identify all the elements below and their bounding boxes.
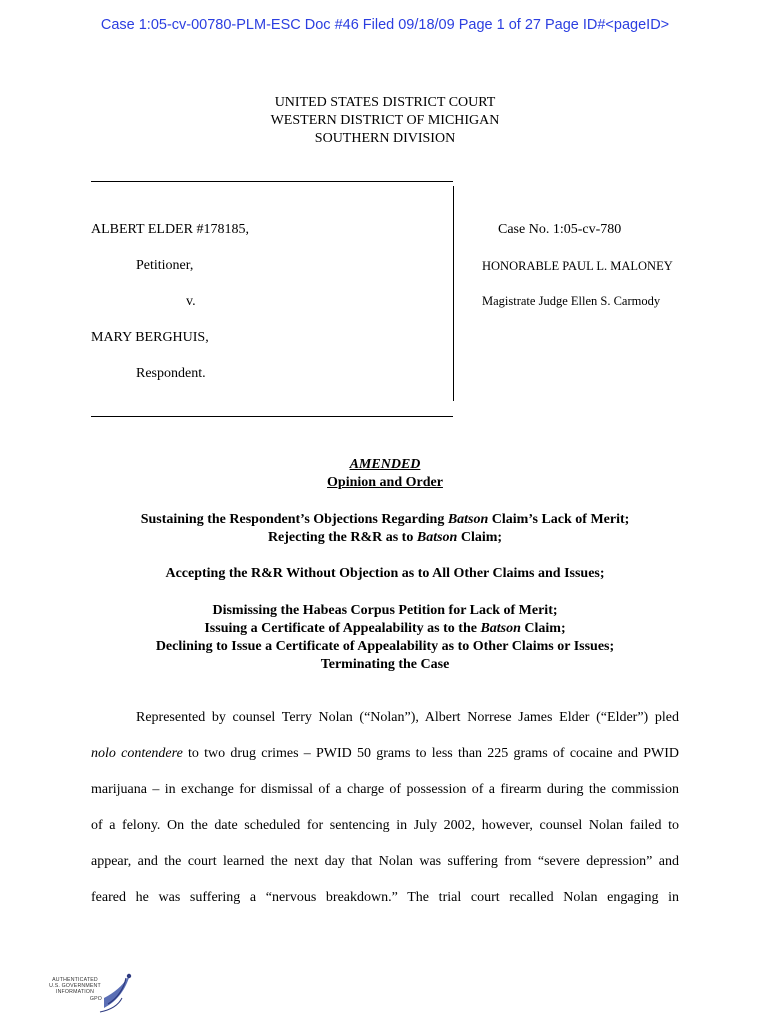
title-line-3: Accepting the R&R Without Objection as to All Other Claims and Issues;	[165, 566, 605, 581]
seal-text: AUTHENTICATED U.S. GOVERNMENT INFORMATION GPO	[49, 977, 102, 1002]
court-heading	[0, 94, 770, 148]
court-name: UNITED STATES DISTRICT COURT	[274, 95, 496, 110]
body-line-2: nolo contendere to two drug crimes – PWID 50 grams to less than 225 grams of cocaine and PWID	[91, 746, 679, 761]
caption-divider	[453, 186, 454, 401]
title-group-2	[0, 565, 770, 583]
title-line-2: Rejecting the R&R as to Batson Claim;	[267, 530, 503, 545]
body-line-6: feared he was suffering a “nervous breakdown.” The trial court recalled Nolan engaging in	[91, 890, 679, 905]
title-line-4: Dismissing the Habeas Corpus Petition for Lack of Merit;	[212, 603, 558, 618]
case-header: Case 1:05-cv-00780-PLM-ESC Doc #46 Filed 09/18/09 Page 1 of 27 Page ID#<pageID>	[100, 17, 670, 33]
court-district: WESTERN DISTRICT OF MICHIGAN	[270, 113, 500, 128]
title-group-3	[0, 602, 770, 674]
caption-top-rule	[91, 181, 453, 182]
body-line-5: appear, and the court learned the next day that Nolan was suffering from “severe depression” and	[91, 854, 679, 869]
title-line-7: Terminating the Case	[320, 657, 450, 672]
case-number: Case No. 1:05-cv-780	[498, 222, 622, 237]
magistrate-name: Magistrate Judge Ellen S. Carmody	[482, 294, 661, 308]
petitioner-role: Petitioner,	[136, 258, 194, 273]
document-title	[0, 456, 770, 492]
title-line-5: Issuing a Certificate of Appealability as to the Batson Claim;	[204, 621, 566, 636]
caption-bottom-rule	[91, 416, 453, 417]
court-division: SOUTHERN DIVISION	[314, 131, 456, 146]
versus: v.	[186, 294, 196, 309]
respondent-name: MARY BERGHUIS,	[91, 330, 209, 345]
gpo-authentication-seal	[44, 968, 134, 1014]
body-line-1: Represented by counsel Terry Nolan (“Nolan”), Albert Norrese James Elder (“Elder”) pled	[136, 710, 679, 725]
respondent-role: Respondent.	[136, 366, 206, 381]
opinion-label: Opinion and Order	[327, 475, 443, 490]
eagle-icon	[96, 968, 136, 1014]
body-line-3: marijuana – in exchange for dismissal of a charge of possession of a firearm during the commission	[91, 782, 679, 797]
judge-name: HONORABLE PAUL L. MALONEY	[482, 259, 673, 273]
title-group-1	[0, 511, 770, 547]
title-line-1: Sustaining the Respondent’s Objections Regarding Batson Claim’s Lack of Merit;	[140, 512, 630, 527]
petitioner-name: ALBERT ELDER #178185,	[91, 222, 249, 237]
body-line-4: of a felony. On the date scheduled for sentencing in July 2002, however, counsel Nolan failed to	[91, 818, 679, 833]
amended-label: AMENDED	[349, 457, 421, 472]
title-line-6: Declining to Issue a Certificate of Appealability as to Other Claims or Issues;	[155, 639, 615, 654]
